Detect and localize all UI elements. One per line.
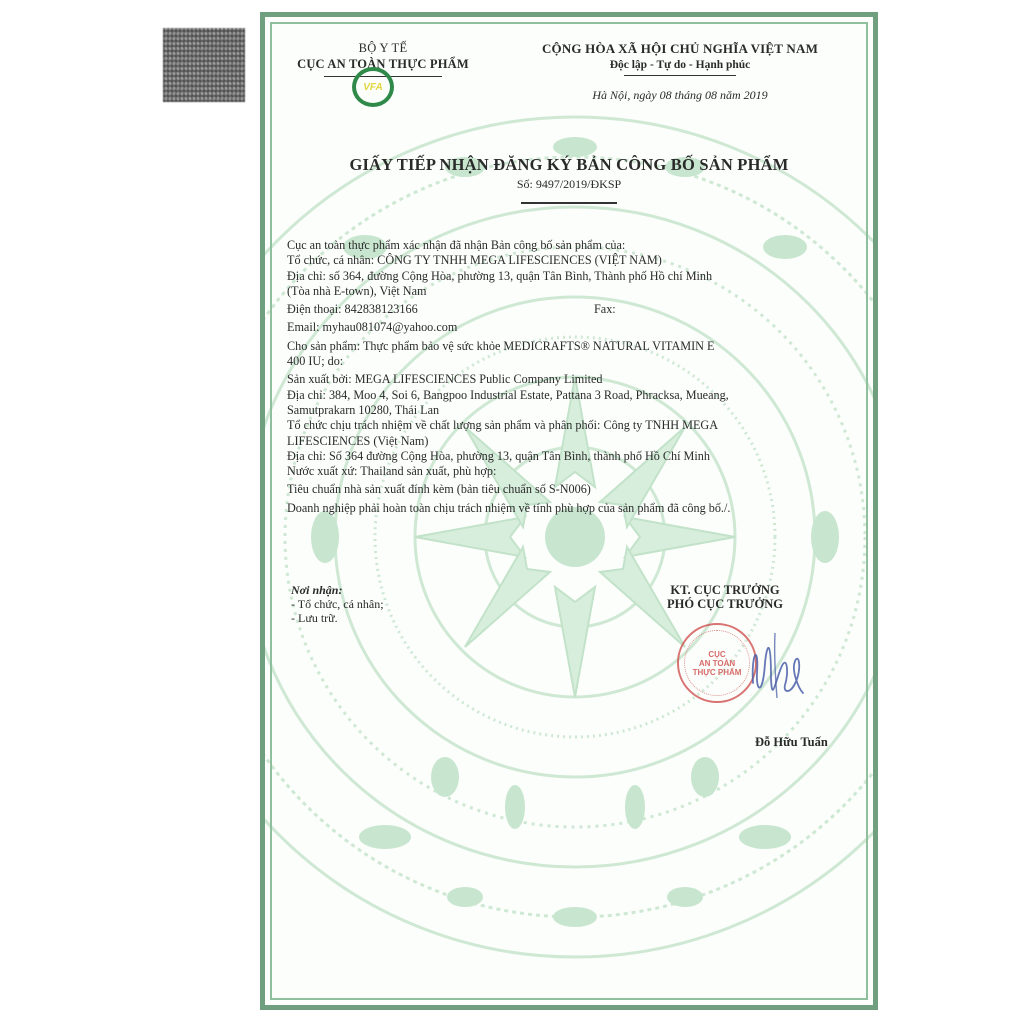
issue-date: Hà Nội, ngày 08 tháng 08 năm 2019: [592, 88, 768, 102]
responsible-party-address: Địa chỉ: Số 364 đường Cộng Hòa, phường 13, quận Tân Bình, thành phố Hồ Chí Minh: [287, 448, 710, 463]
document-body: [287, 238, 862, 516]
recipient-item: - Tổ chức, cá nhân;: [291, 597, 384, 611]
logo-text: VFA: [363, 81, 383, 93]
qr-code-icon: [163, 28, 245, 102]
stamp-text-line-3: THỰC PHẨM: [692, 667, 742, 677]
recipient-item: - Lưu trữ.: [291, 611, 338, 625]
national-header: [505, 41, 855, 103]
manufacturer-address-line-1: Địa chỉ: 384, Moo 4, Soi 6, Bangpoo Industrial Estate, Pattana 3 Road, Phracksa, Mueang,: [287, 387, 729, 402]
responsible-party-line-1: Tổ chức chịu trách nhiệm về chất lượng sản phẩm và phân phối: Công ty TNHH MEGA: [287, 418, 719, 433]
address-line-1: Địa chỉ: số 364, đường Cộng Hòa, phường 13, quận Tân Bình, Thành phố Hồ chí Minh: [287, 268, 713, 283]
recipients-block: [291, 583, 384, 625]
fax-text: Fax:: [594, 302, 616, 317]
document-title: GIẤY TIẾP NHẬN ĐĂNG KÝ BẢN CÔNG BỐ SẢN PHẨM: [349, 155, 789, 174]
document-title-block: [265, 155, 873, 204]
agency-name: CỤC AN TOÀN THỰC PHẨM: [297, 57, 469, 71]
recipients-label: Nơi nhận:: [291, 583, 343, 597]
motto-divider: [624, 75, 736, 76]
manufacturer-text: Sản xuất bởi: MEGA LIFESCIENCES Public Company Limited: [287, 372, 603, 387]
signer-name: Đỗ Hữu Tuấn: [755, 735, 828, 749]
manufacturer-address-line-2: Samutprakarn 10280, Thái Lan: [287, 402, 440, 417]
ministry-name: BỘ Y TẾ: [358, 41, 408, 55]
product-line-2: 400 IU; do:: [287, 354, 344, 369]
title-divider: [521, 202, 617, 204]
phone-text: Điện thoại: 842838123166: [287, 302, 418, 317]
phone-fax-row: [287, 302, 862, 317]
responsible-party-line-2: LIFESCIENCES (Việt Nam): [287, 433, 429, 448]
national-motto: Độc lập - Tự do - Hạnh phúc: [609, 59, 751, 71]
stamp-text-line-2: AN TOÀN: [698, 658, 736, 668]
standard-text: Tiêu chuẩn nhà sản xuất đính kèm (bản tiêu chuẩn số S-N006): [287, 482, 591, 497]
intro-text: Cục an toàn thực phẩm xác nhận đã nhận Bản công bố sản phẩm của:: [287, 238, 626, 252]
signature-icon: [741, 623, 821, 713]
signer-role-block: [625, 583, 825, 611]
origin-text: Nước xuất xứ: Thailand sản xuất, phù hợp:: [287, 464, 497, 479]
organization-text: Tổ chức, cá nhân: CÔNG TY TNHH MEGA LIFESCIENCES (VIỆT NAM): [287, 253, 662, 268]
nation-name: CỘNG HÒA XÃ HỘI CHỦ NGHĨA VIỆT NAM: [541, 41, 819, 56]
stamp-text-line-1: CỤC: [708, 649, 726, 659]
document-number: Số: 9497/2019/ĐKSP: [516, 177, 622, 191]
product-line-1: Cho sản phẩm: Thực phẩm bảo vệ sức khỏe MEDICRAFTS® NATURAL VITAMIN E: [287, 338, 715, 353]
certificate-document: [260, 12, 878, 1010]
liability-text: Doanh nghiệp phải hoàn toàn chịu trách nhiệm về tính phù hợp của sản phẩm đã công bố./.: [287, 500, 731, 515]
email-text: Email: myhau081074@yahoo.com: [287, 320, 458, 335]
address-line-2: (Tòa nhà E-town), Việt Nam: [287, 283, 427, 298]
signer-role-line-1: KT. CỤC TRƯỞNG: [670, 583, 780, 597]
signer-role-line-2: PHÓ CỤC TRƯỞNG: [667, 597, 783, 611]
vfa-logo-icon: [352, 67, 394, 107]
